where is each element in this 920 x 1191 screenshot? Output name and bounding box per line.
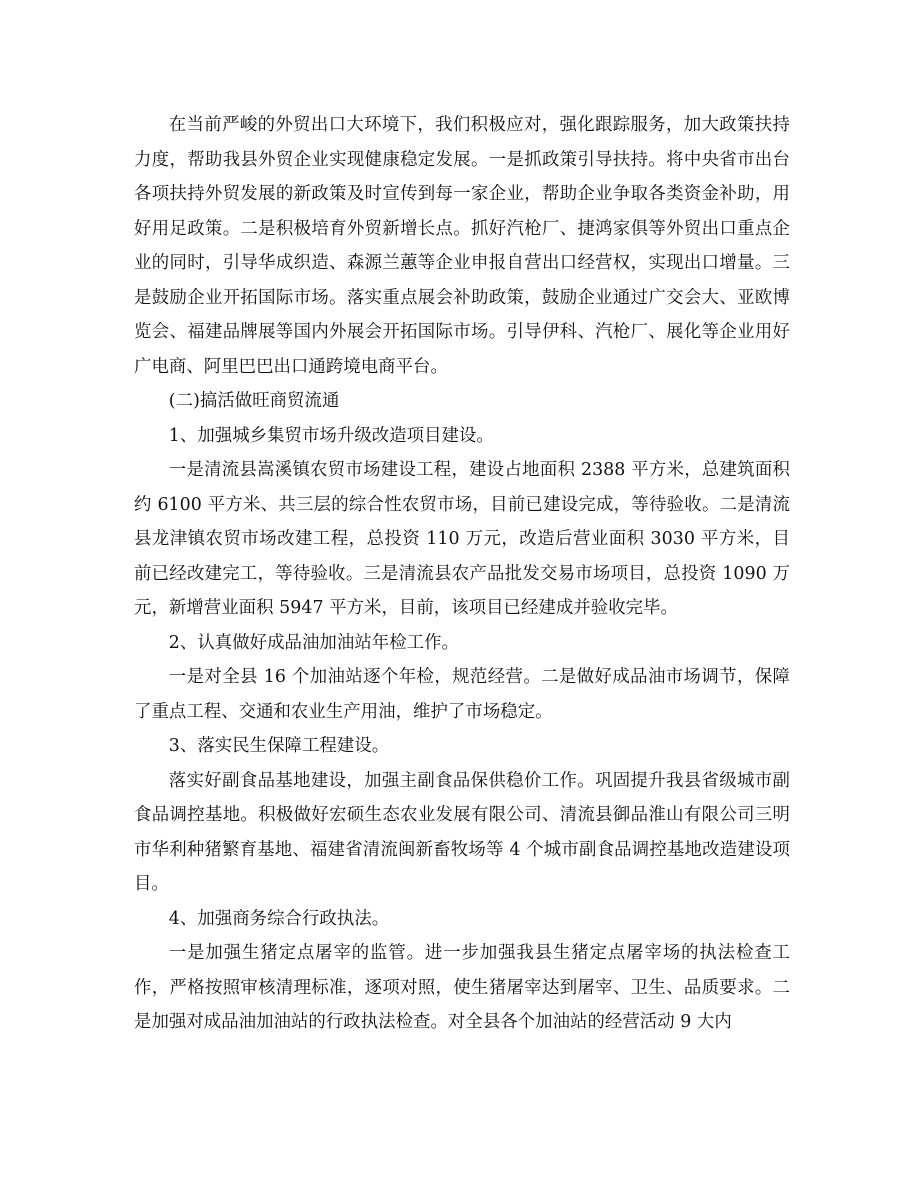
paragraph-enforcement: 一是加强生猪定点屠宰的监管。进一步加强我县生猪定点屠宰场的执法检查工作，严格按照审核清理标准，逐项对照，使生猪屠宰达到屠宰、卫生、品质要求。二是加强对成品油加油站的行政执法检查。对全县各个加油站的经营活动 9 大内 xyxy=(134,943,790,1032)
subheading-gas-station-inspection: 2、认真做好成品油加油站年检工作。 xyxy=(168,632,459,653)
paragraph-livelihood: 落实好副食品基地建设，加强主副食品保供稳价工作。巩固提升我县省级城市副食品调控基地。积极做好宏硕生态农业发展有限公司、清流县御品淮山有限公司三明市华利种猪繁育基地、福建省清流闽新畜牧场等 4 个城市副食品调控基地改造建设项目。 xyxy=(134,770,790,894)
section-heading-commerce: (二)搞活做旺商贸流通 xyxy=(168,391,340,411)
subheading-enforcement: 4、加强商务综合行政执法。 xyxy=(168,908,390,929)
document-body xyxy=(134,108,790,1040)
subheading-market-upgrade: 1、加强城乡集贸市场升级改造项目建设。 xyxy=(168,425,494,446)
paragraph-market-projects: 一是清流县嵩溪镇农贸市场建设工程，建设占地面积 2388 平方米，总建筑面积约 6100 平方米、共三层的综合性农贸市场，目前已建设完成，等待验收。二是清流县龙津镇农贸市场改建工程，总投资 110 万元，改造后营业面积 3030 平方米，目前已经改建完工，等待验收。三是清流县农产品批发交易市场项目，总投资 1090 万元，新增营业面积 5947 平方米，目前，该项目已经建成并验收完毕。 xyxy=(134,460,790,618)
subheading-livelihood: 3、落实民生保障工程建设。 xyxy=(168,736,390,756)
paragraph-gas-station: 一是对全县 16 个加油站逐个年检，规范经营。二是做好成品油市场调节，保障了重点工程、交通和农业生产用油，维护了市场稳定。 xyxy=(134,667,790,722)
paragraph-foreign-trade: 在当前严峻的外贸出口大环境下，我们积极应对，强化跟踪服务，加大政策扶持力度，帮助我县外贸企业实现健康稳定发展。一是抓政策引导扶持。将中央省市出台各项扶持外贸发展的新政策及时宣传到每一家企业，帮助企业争取各类资金补助，用好用足政策。二是积极培育外贸新增长点。抓好汽枪厂、捷鸿家俱等外贸出口重点企业的同时，引导华成织造、森源兰蕙等企业申报自营出口经营权，实现出口增量。三是鼓励企业开拓国际市场。落实重点展会补助政策，鼓励企业通过广交会大、亚欧博览会、福建品牌展等国内外展会开拓国际市场。引导伊科、汽枪厂、展化等企业用好广电商、阿里巴巴出口通跨境电商平台。 xyxy=(134,115,790,377)
